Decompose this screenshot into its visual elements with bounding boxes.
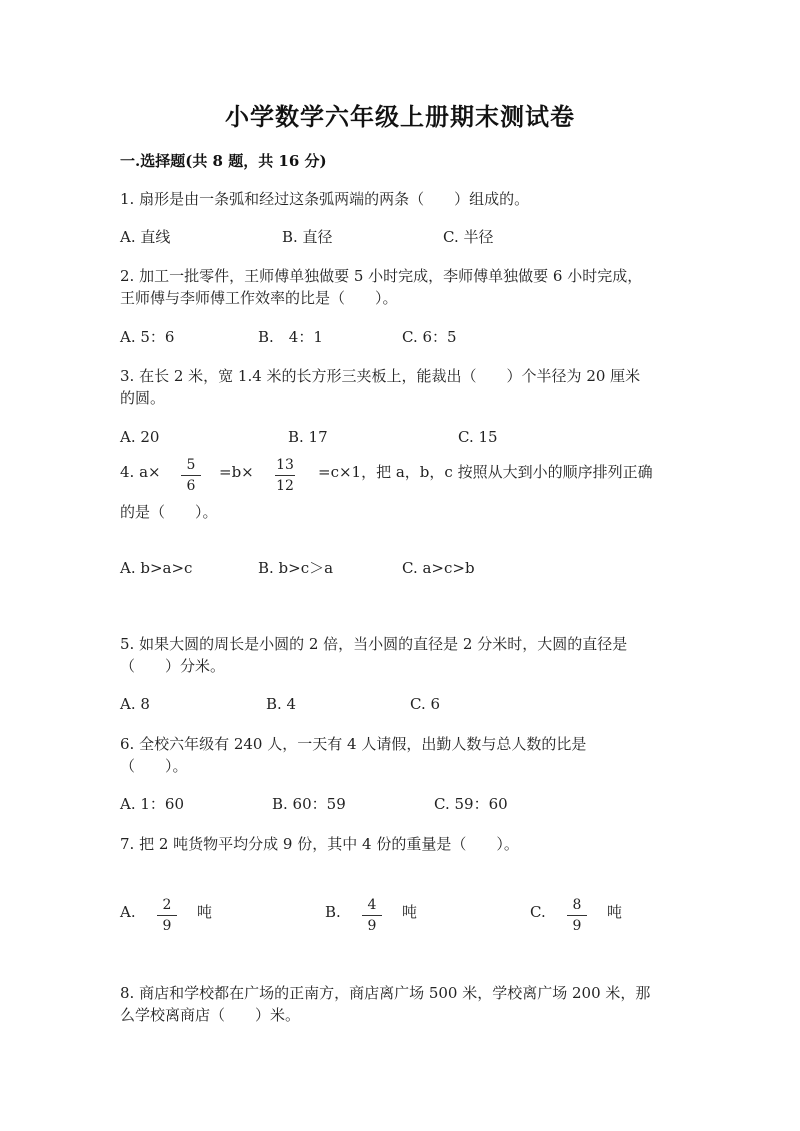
- question-8-stem-line-1: 8. 商店和学校都在广场的正南方，商店离广场 500 米，学校离广场 200 米，那: [120, 984, 651, 1002]
- fraction-denominator: 6: [186, 478, 196, 494]
- question-4-stem-part-3: =c×1，把 a，b，c 按照从大到小的顺序排列正确: [318, 463, 653, 481]
- fraction-numerator: 2: [162, 897, 172, 913]
- question-7-option-a-fraction: [154, 897, 180, 934]
- question-1-option-b[interactable]: B. 直径: [282, 228, 333, 246]
- question-4-option-b[interactable]: B. b>c＞a: [258, 559, 334, 577]
- question-8-stem-line-2: 么学校离商店（ ）米。: [120, 1006, 301, 1024]
- fraction-bar: [157, 915, 177, 916]
- fraction-numerator: 5: [186, 457, 196, 473]
- question-5-stem-line-1: 5. 如果大圆的周长是小圆的 2 倍，当小圆的直径是 2 分米时，大圆的直径是: [120, 635, 628, 653]
- question-5-option-a[interactable]: A. 8: [120, 695, 150, 713]
- fraction-denominator: 9: [367, 918, 377, 934]
- question-7-option-b-unit: 吨: [402, 903, 418, 921]
- question-6-stem-line-2: （ ）。: [120, 757, 188, 775]
- question-2-stem-line-2: 王师傅与李师傅工作效率的比是（ ）。: [120, 289, 398, 307]
- fraction-bar: [181, 475, 201, 476]
- question-7-option-b-fraction: [359, 897, 385, 934]
- question-6-option-c[interactable]: C. 59：60: [434, 795, 508, 813]
- question-7-stem: 7. 把 2 吨货物平均分成 9 份，其中 4 份的重量是（ ）。: [120, 835, 519, 853]
- question-7-option-a-unit: 吨: [197, 903, 213, 921]
- fraction-denominator: 9: [572, 918, 582, 934]
- question-3-stem-line-1: 3. 在长 2 米，宽 1.4 米的长方形三夹板上，能裁出（ ）个半径为 20 厘米: [120, 367, 641, 385]
- question-4-option-c[interactable]: C. a>c>b: [402, 559, 475, 577]
- fraction-numerator: 8: [572, 897, 582, 913]
- question-2-option-b[interactable]: B. 4：1: [258, 328, 323, 346]
- question-6-option-a[interactable]: A. 1：60: [120, 795, 184, 813]
- question-1-option-c[interactable]: C. 半径: [443, 228, 494, 246]
- question-7-option-c-label[interactable]: C.: [530, 903, 546, 921]
- fraction-bar: [567, 915, 587, 916]
- question-3-option-b[interactable]: B. 17: [288, 428, 328, 446]
- question-2-option-a[interactable]: A. 5：6: [120, 328, 175, 346]
- question-3-option-a[interactable]: A. 20: [120, 428, 160, 446]
- question-3-option-c[interactable]: C. 15: [458, 428, 498, 446]
- section-heading: 一.选择题(共 8 题，共 16 分): [120, 152, 327, 170]
- question-5-stem-line-2: （ ）分米。: [120, 657, 226, 675]
- fraction-denominator: 9: [162, 918, 172, 934]
- question-6-option-b[interactable]: B. 60：59: [272, 795, 346, 813]
- question-1-stem: 1. 扇形是由一条弧和经过这条弧两端的两条（ ）组成的。: [120, 190, 530, 208]
- fraction-bar: [275, 475, 295, 476]
- question-2-stem-line-1: 2. 加工一批零件，王师傅单独做要 5 小时完成，李师傅单独做要 6 小时完成，: [120, 267, 643, 285]
- fraction-numerator: 13: [276, 457, 294, 473]
- question-7-option-c-unit: 吨: [607, 903, 623, 921]
- question-5-option-c[interactable]: C. 6: [410, 695, 441, 713]
- question-4-fraction-1: [178, 457, 204, 494]
- question-4-stem-line-2: 的是（ ）。: [120, 503, 218, 521]
- question-4-option-a[interactable]: A. b>a>c: [120, 559, 193, 577]
- question-5-option-b[interactable]: B. 4: [266, 695, 297, 713]
- fraction-numerator: 4: [367, 897, 377, 913]
- question-4-stem-part-2: =b×: [219, 463, 254, 481]
- question-4-stem-part-1: 4. a×: [120, 463, 161, 481]
- page-title: 小学数学六年级上册期末测试卷: [225, 102, 575, 131]
- question-1-option-a[interactable]: A. 直线: [120, 228, 171, 246]
- question-7-option-b-label[interactable]: B.: [325, 903, 341, 921]
- question-7-option-a-label[interactable]: A.: [120, 903, 136, 921]
- question-7-option-c-fraction: [564, 897, 590, 934]
- question-2-option-c[interactable]: C. 6：5: [402, 328, 457, 346]
- fraction-bar: [362, 915, 382, 916]
- fraction-denominator: 12: [276, 478, 294, 494]
- question-4-fraction-2: [272, 457, 298, 494]
- question-6-stem-line-1: 6. 全校六年级有 240 人，一天有 4 人请假，出勤人数与总人数的比是: [120, 735, 587, 753]
- question-3-stem-line-2: 的圆。: [120, 389, 166, 407]
